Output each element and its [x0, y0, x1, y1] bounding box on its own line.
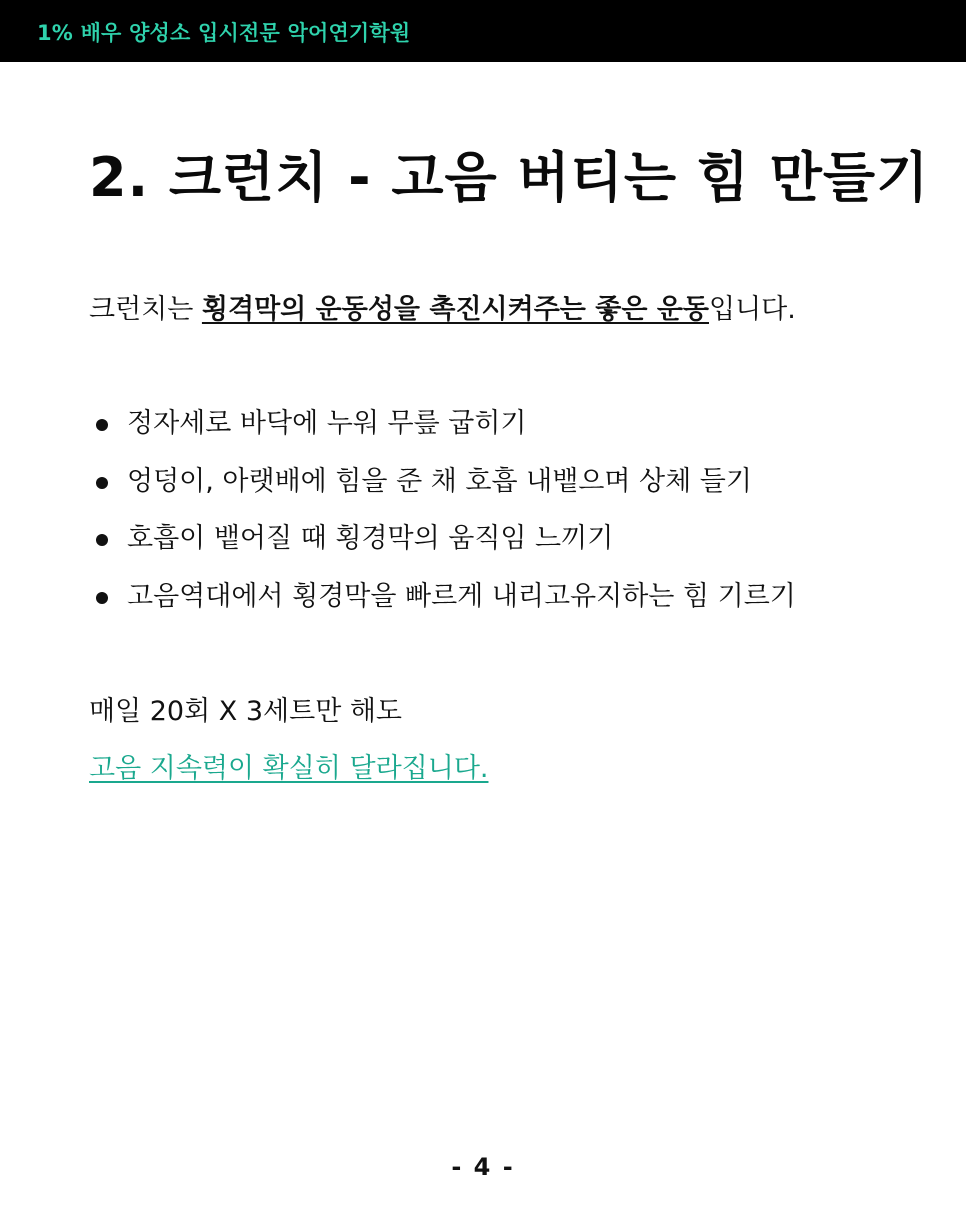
intro-suffix: 입니다.	[709, 294, 796, 325]
bullet-icon	[96, 592, 108, 604]
list-item	[89, 405, 796, 463]
step-text: 엉덩이, 아랫배에 힘을 준 채 호흡 내뱉으며 상체 들기	[127, 465, 752, 497]
closing-link[interactable]: 고음 지속력이 확실히 달라집니다.	[89, 753, 489, 784]
step-text: 정자세로 바닥에 누워 무릎 굽히기	[127, 408, 527, 439]
exercise-steps-list	[89, 405, 796, 635]
academy-title: 1% 배우 양성소 입시전문 악어연기학원	[37, 21, 411, 45]
intro-prefix: 크런치는	[89, 294, 202, 325]
list-item	[89, 578, 796, 636]
intro-emphasis: 횡격막의 운동성을 촉진시켜주는 좋은 운동	[201, 294, 709, 325]
page-title: 2. 크런치 - 고음 버티는 힘 만들기	[89, 146, 930, 209]
closing-line: 매일 20회 X 3세트만 해도	[89, 696, 403, 727]
step-text: 고음역대에서 횡경막을 빠르게 내리고유지하는 힘 기르기	[127, 580, 796, 612]
bullet-icon	[96, 477, 108, 489]
page-number: - 4 -	[451, 1153, 515, 1181]
list-item	[89, 463, 796, 521]
intro-paragraph	[89, 291, 796, 329]
bullet-icon	[96, 419, 108, 431]
top-header-bar	[0, 0, 966, 62]
step-text: 호흡이 뱉어질 때 횡경막의 움직임 느끼기	[127, 523, 614, 554]
bullet-icon	[96, 534, 108, 546]
list-item	[89, 520, 796, 578]
